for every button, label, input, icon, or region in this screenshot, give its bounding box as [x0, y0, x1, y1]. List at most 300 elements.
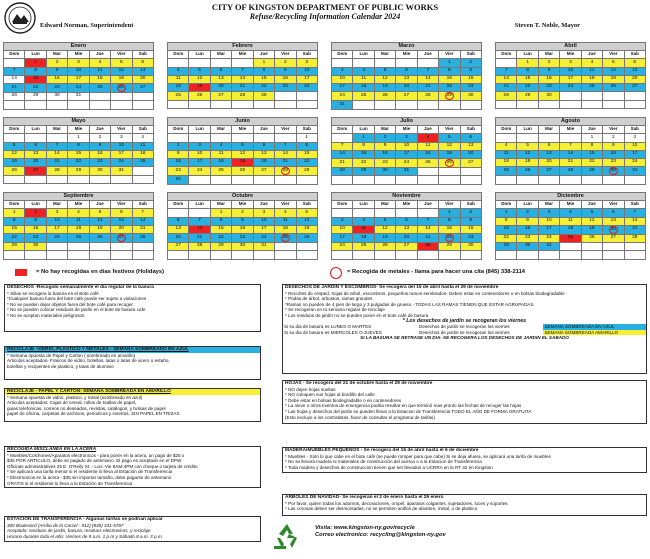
day-cell: 2 [46, 59, 67, 67]
empty-cell [132, 251, 153, 259]
info-line: * Semana opuesta de vidrio, plastico, y metal (sombreado en azul) [7, 394, 143, 400]
day-cell: 22 [496, 234, 517, 242]
weekday-header: Jue [417, 126, 438, 134]
day-cell: 14 [189, 225, 210, 233]
info-line: * Por favor, quiten todas los adornos, decoraciones, oropel, aparatos colgantes, sujetadores, luces y soportes [285, 500, 508, 506]
weekday-header: Sab [296, 201, 317, 209]
day-cell: 13 [111, 217, 132, 225]
weekday-header: Vier [603, 126, 624, 134]
day-cell: 13 [168, 225, 189, 233]
weekday-header: Vier [439, 126, 460, 134]
empty-cell [132, 93, 153, 101]
empty-cell [253, 100, 274, 108]
weekday-header: Sab [132, 51, 153, 59]
day-cell: 5 [4, 142, 25, 150]
empty-cell [538, 134, 559, 142]
day-cell: 30 [374, 168, 395, 176]
day-cell: 6 [460, 134, 481, 142]
empty-cell [210, 134, 231, 142]
day-cell: 18 [560, 225, 581, 234]
day-cell: 27 [396, 243, 417, 251]
day-cell: 11 [68, 217, 89, 225]
day-cell: 9 [232, 217, 253, 225]
day-cell: 19 [374, 234, 395, 243]
month-calendar-julio [331, 117, 482, 185]
day-cell: 19 [517, 159, 538, 167]
empty-cell [25, 251, 46, 259]
empty-cell [460, 176, 481, 184]
jardin-shade: SEMANA SOMBREADA EN AZUL [543, 324, 646, 330]
day-cell: 26 [439, 159, 460, 168]
day-cell: 26 [4, 167, 25, 175]
month-calendar-marzo [331, 42, 482, 110]
weekday-header: Mie [68, 201, 89, 209]
day-cell: 18 [210, 159, 231, 167]
day-cell: 20 [210, 84, 231, 92]
empty-cell [374, 101, 395, 109]
day-cell: 26 [374, 92, 395, 101]
empty-cell [374, 59, 395, 67]
day-cell: 2 [89, 134, 110, 142]
department-title: CITY OF KINGSTON DEPARTMENT OF PUBLIC WORKS [211, 2, 439, 12]
day-cell: 16 [538, 75, 559, 83]
weekday-header: Mar [46, 201, 67, 209]
empty-cell [296, 176, 317, 184]
empty-cell [353, 251, 374, 259]
info-line: * No se pueden colocar residuos de jardin en el bote de basura cafe [7, 307, 146, 313]
weekday-header: Lun [25, 126, 46, 134]
month-name: Julio [332, 118, 482, 126]
empty-cell [560, 176, 581, 184]
day-cell: 6 [168, 217, 189, 225]
day-cell: 28 [560, 167, 581, 176]
info-line: GRATIS si el residente lo lleva a la Estación de Transferencia [7, 480, 133, 486]
empty-cell [417, 176, 438, 184]
day-cell: 17 [560, 75, 581, 83]
empty-cell [275, 100, 296, 108]
day-cell: 19 [603, 75, 624, 83]
day-cell: 20 [25, 159, 46, 167]
visit-block [315, 525, 446, 539]
empty-cell [275, 92, 296, 100]
weekday-header: Sab [132, 201, 153, 209]
weekday-header: Lun [353, 126, 374, 134]
empty-cell [132, 243, 153, 251]
day-cell: 15 [581, 150, 602, 158]
empty-cell [296, 92, 317, 100]
info-line: * Muebles - Solo lo que cabe en el bote café (se puede romper para que cabe) Si se deja afuera, se aplicará una tarifa de muebles [285, 453, 551, 459]
day-cell: 22 [439, 84, 460, 92]
day-cell: 8 [517, 67, 538, 75]
info-line: * No se aceptan materiales peligrosos [7, 312, 85, 318]
day-cell: 18 [353, 84, 374, 92]
empty-cell [68, 175, 89, 183]
day-cell: 5 [111, 59, 132, 67]
empty-cell [517, 100, 538, 108]
day-cell: 31 [332, 101, 353, 109]
arboles-box [282, 494, 647, 516]
day-cell: 24 [68, 84, 89, 93]
day-cell: 16 [603, 150, 624, 158]
info-line: Articulos aceptados- Frascos de vidrio, botellas, latas o latas de acero o estaño, [7, 358, 170, 364]
day-cell: 9 [46, 67, 67, 75]
recycle-icon [270, 521, 304, 551]
day-cell: 25 [132, 159, 153, 167]
day-cell: 11 [496, 150, 517, 158]
weekday-header: Vier [603, 201, 624, 209]
day-cell: 29 [581, 167, 602, 176]
day-cell: 27 [460, 159, 481, 168]
day-cell: 14 [332, 150, 353, 158]
day-cell: 20 [396, 234, 417, 243]
day-cell: 14 [4, 75, 25, 83]
empty-cell [232, 59, 253, 67]
day-cell: 18 [581, 75, 602, 83]
info-line: guias telefonicas, correos no deseados, revistas, catálogos, y bolsas de papel [7, 405, 166, 411]
day-cell: 30 [603, 167, 624, 176]
day-cell: 5 [581, 209, 602, 217]
day-cell: 2 [275, 59, 296, 67]
superintendent-name: Edward Norman, Superintendent [40, 22, 134, 29]
weekday-header: Sab [460, 201, 481, 209]
day-cell: 27 [210, 92, 231, 100]
weekday-header: Dom [168, 201, 189, 209]
day-cell: 8 [496, 217, 517, 225]
month-name: Junio [168, 118, 318, 126]
day-cell: 12 [603, 67, 624, 75]
day-cell: 4 [560, 209, 581, 217]
day-cell: 31 [538, 243, 559, 251]
empty-cell [4, 134, 25, 142]
calendar-subtitle: Refuse/Recycling Information Calendar 2024 [249, 12, 401, 21]
weekday-header: Sab [296, 51, 317, 59]
empty-cell [68, 101, 89, 109]
day-cell: 17 [538, 225, 559, 234]
empty-cell [168, 59, 189, 67]
day-cell: 7 [560, 142, 581, 150]
empty-cell [111, 251, 132, 259]
day-cell: 16 [275, 75, 296, 83]
info-line: 300 Boulevard (Arriba de la Carcel - 912) (845) 331-5787 [7, 522, 124, 528]
day-cell: 2 [374, 134, 395, 142]
day-cell: 24 [46, 234, 67, 243]
weekday-header: Mie [396, 201, 417, 209]
day-cell: 2 [460, 209, 481, 217]
day-cell: 6 [396, 217, 417, 225]
empty-cell [253, 251, 274, 259]
weekday-header: Lun [517, 201, 538, 209]
day-cell: 3 [332, 67, 353, 75]
empty-cell [439, 251, 460, 259]
day-cell: 21 [4, 84, 25, 93]
day-cell: 6 [396, 67, 417, 75]
info-line: *Ramas no pueden de 4 pies de largo y 3 pulgadas de grueso - TODAS LAS RAMAS TIENEN QUE ESTAR AGRUPADAS [285, 301, 534, 307]
weekday-header: Dom [332, 201, 353, 209]
day-cell: 20 [538, 159, 559, 167]
day-cell: 25 [560, 234, 581, 242]
day-cell: 23 [25, 234, 46, 243]
jardin-box [282, 284, 647, 374]
day-cell: 22 [4, 234, 25, 243]
weekday-header: Mie [396, 51, 417, 59]
day-cell: 27 [538, 167, 559, 176]
weekday-header: Jue [417, 201, 438, 209]
day-cell: 22 [25, 84, 46, 93]
jardin-schedule [283, 324, 646, 335]
empty-cell [132, 101, 153, 109]
day-cell: 11 [581, 67, 602, 75]
day-cell: 27 [25, 167, 46, 175]
day-cell: 13 [603, 217, 624, 225]
info-line: * Recortes de césped, hojas de arbol, escombros, pequeños ramos sembrados- Deben estar en contenedores o en bolsas biodegradable [285, 290, 565, 296]
empty-cell [624, 100, 645, 108]
reciclaje-azul-lines [5, 353, 260, 370]
day-cell: 23 [517, 234, 538, 242]
day-cell: 9 [460, 67, 481, 75]
info-line: * Las hojas y desechos del jardin se pueden llevar a la Estacion de Transferencia TODO EL AÑO DE FORMA GRATUITA [285, 408, 532, 414]
desechos-lines [5, 291, 260, 319]
empty-cell [396, 101, 417, 109]
day-cell: 1 [581, 134, 602, 142]
day-cell: 12 [232, 150, 253, 158]
day-cell: 21 [275, 159, 296, 167]
day-cell: 11 [132, 142, 153, 150]
info-line: Oficinas administratives 25 E. O'Reily St. - Lun.-Vie 8AM-4PM con cheque o tarjeta de crédito [7, 463, 198, 469]
empty-cell [460, 101, 481, 109]
empty-cell [396, 251, 417, 259]
day-cell: 20 [168, 234, 189, 243]
day-cell: 2 [232, 209, 253, 217]
day-cell: 5 [374, 217, 395, 225]
metal-legend-text: = Recogida de metales - llama para hacer una cita (845) 338-2114 [347, 269, 526, 275]
empty-cell [396, 59, 417, 67]
day-cell: 10 [396, 142, 417, 150]
weekday-header: Jue [417, 51, 438, 59]
day-cell: 9 [168, 150, 189, 158]
day-cell: 30 [25, 243, 46, 251]
day-cell: 28 [496, 92, 517, 100]
weekday-header: Mie [560, 126, 581, 134]
day-cell: 11 [168, 75, 189, 83]
empty-cell [353, 209, 374, 217]
weekday-header: Lun [189, 126, 210, 134]
weekday-header: Mie [68, 51, 89, 59]
day-cell: 7 [417, 217, 438, 225]
day-cell: 21 [46, 159, 67, 167]
website-link[interactable]: Visita: www.kingston-ny.gov/recycle [315, 525, 415, 531]
day-cell: 1 [353, 134, 374, 142]
jardin-what: Desechos de jardin se recogeran los viernes [419, 329, 510, 335]
empty-cell [396, 209, 417, 217]
day-cell: 29 [496, 243, 517, 251]
day-cell: 3 [68, 59, 89, 67]
day-cell: 18 [275, 225, 296, 233]
jardin-subhead: * Los desechos de jardin se recogeran los viernes [402, 317, 527, 324]
email-link[interactable]: Correo electronico: recycling@kingston-ny.gov [315, 532, 446, 538]
info-line: * Toda madera y desechos de construccion tienen que ser llevados a UCRRA en la RT 32 en Kingston [285, 464, 493, 470]
empty-cell [496, 251, 517, 259]
empty-cell [4, 59, 25, 67]
month-name: Octubre [168, 193, 318, 201]
info-line: * Se aplicará una tarifa menor si el residente lo lleva al Estación de Transferencia [7, 469, 173, 475]
madera-title: MADERA/MUEBLES PEQUEÑOS - Se recogera del 15 de abril hasta el 6 de diciembre [285, 448, 479, 453]
day-cell: 22 [353, 159, 374, 168]
day-cell: 19 [374, 84, 395, 92]
day-cell: 15 [68, 150, 89, 158]
day-cell: 22 [253, 84, 274, 92]
day-cell: 4 [68, 209, 89, 217]
month-calendar-octubre [167, 192, 318, 260]
day-cell: 1 [210, 209, 231, 217]
empty-cell [603, 176, 624, 184]
weekday-header: Vier [439, 201, 460, 209]
empty-cell [581, 92, 602, 100]
empty-cell [332, 251, 353, 259]
day-cell: 14 [560, 150, 581, 158]
day-cell: 10 [624, 142, 645, 150]
day-cell: 17 [68, 75, 89, 83]
empty-cell [538, 251, 559, 259]
day-cell: 16 [25, 225, 46, 233]
day-cell: 28 [132, 234, 153, 243]
day-cell: 5 [603, 59, 624, 67]
empty-cell [25, 134, 46, 142]
day-cell: 25 [417, 159, 438, 168]
day-cell: 21 [560, 159, 581, 167]
weekday-header: Sab [460, 51, 481, 59]
weekday-header: Vier [603, 51, 624, 59]
info-line: * NO dejen hojas sueltas [285, 386, 336, 392]
day-cell: 30 [460, 92, 481, 101]
desechos-title: DESECHOS -Recogido semanalmente el dia regular de la basura [7, 285, 154, 290]
metal-ring-icon [330, 267, 342, 279]
info-line: * Siilas se recogera la basura en el Bote café [7, 290, 99, 296]
info-line: * NO coloquen sus hojas al bordillo del calle [285, 392, 375, 398]
day-cell: 11 [417, 142, 438, 150]
jardin-when: Si su dia de basura es MIERCOLES O JUEVES [284, 329, 382, 335]
day-cell: 7 [4, 67, 25, 75]
estacion-box [4, 516, 261, 542]
day-cell: 21 [417, 234, 438, 243]
jardin-what: Desechos de jardin se recogeran los viernes [419, 324, 510, 330]
holiday-swatch [15, 269, 27, 276]
day-cell: 13 [25, 150, 46, 158]
weekday-header: Jue [253, 126, 274, 134]
month-name: Febrero [168, 43, 318, 51]
day-cell: 9 [460, 217, 481, 225]
day-cell: 5 [517, 142, 538, 150]
empty-cell [332, 59, 353, 67]
empty-cell [189, 209, 210, 217]
day-cell: 12 [374, 75, 395, 83]
day-cell: 26 [189, 92, 210, 100]
day-cell: 24 [624, 159, 645, 167]
day-cell: 6 [111, 209, 132, 217]
day-cell: 13 [460, 142, 481, 150]
weekday-header: Mar [538, 126, 559, 134]
hojas-title: HOJAS - Se recogera del 21 de octubre hasta el 29 de noviembre [285, 381, 433, 386]
weekday-header: Sab [296, 126, 317, 134]
day-cell: 18 [168, 84, 189, 92]
day-cell: 29 [517, 92, 538, 100]
empty-cell [332, 134, 353, 142]
empty-cell [496, 134, 517, 142]
day-cell: 30 [89, 167, 110, 175]
empty-cell [439, 176, 460, 184]
weekday-header: Sab [460, 126, 481, 134]
day-cell: 25 [353, 243, 374, 251]
month-name: Noviembre [332, 193, 482, 201]
day-cell: 15 [439, 225, 460, 233]
day-cell: 10 [560, 67, 581, 75]
day-cell: 16 [460, 75, 481, 83]
day-cell: 1 [296, 134, 317, 142]
empty-cell [25, 175, 46, 183]
day-cell: 3 [46, 209, 67, 217]
day-cell: 12 [581, 217, 602, 225]
weekday-header: Mie [560, 51, 581, 59]
empty-cell [538, 100, 559, 108]
day-cell: 29 [210, 243, 231, 251]
weekday-header: Sab [624, 51, 645, 59]
day-cell: 11 [89, 67, 110, 75]
madera-box [282, 447, 647, 473]
day-cell: 1 [517, 59, 538, 67]
empty-cell [210, 176, 231, 184]
day-cell: 25 [210, 167, 231, 176]
day-cell: 21 [332, 159, 353, 168]
weekday-header: Sab [624, 201, 645, 209]
empty-cell [132, 175, 153, 183]
weekday-header: Mie [232, 201, 253, 209]
day-cell: 4 [496, 142, 517, 150]
empty-cell [232, 134, 253, 142]
empty-cell [68, 243, 89, 251]
day-cell: 10 [189, 150, 210, 158]
month-name: Mayo [4, 118, 154, 126]
weekday-header: Dom [168, 51, 189, 59]
day-cell: 8 [25, 67, 46, 75]
empty-cell [496, 100, 517, 108]
day-cell: 29 [353, 168, 374, 176]
weekday-header: Dom [496, 51, 517, 59]
empty-cell [624, 243, 645, 251]
day-cell: 9 [275, 67, 296, 75]
day-cell: 5 [374, 67, 395, 75]
day-cell: 10 [68, 67, 89, 75]
day-cell: 23 [46, 84, 67, 93]
day-cell: 6 [253, 142, 274, 150]
day-cell: 16 [89, 150, 110, 158]
estacion-title: ESTACIÓN DE TRANSFERENCIA - Algunas tarifas se podrian aplicar [7, 517, 163, 522]
weekday-header: Vier [439, 51, 460, 59]
day-cell: 30 [232, 243, 253, 251]
weekday-header: Lun [25, 201, 46, 209]
empty-cell [4, 175, 25, 183]
day-cell: 7 [232, 67, 253, 75]
empty-cell [296, 100, 317, 108]
empty-cell [132, 167, 153, 175]
weekday-header: Jue [581, 126, 602, 134]
day-cell: 7 [189, 217, 210, 225]
day-cell: 11 [210, 150, 231, 158]
weekday-header: Sab [624, 126, 645, 134]
empty-cell [417, 209, 438, 217]
empty-cell [517, 134, 538, 142]
day-cell: 21 [496, 84, 517, 92]
day-cell: 28 [275, 167, 296, 176]
empty-cell [189, 59, 210, 67]
